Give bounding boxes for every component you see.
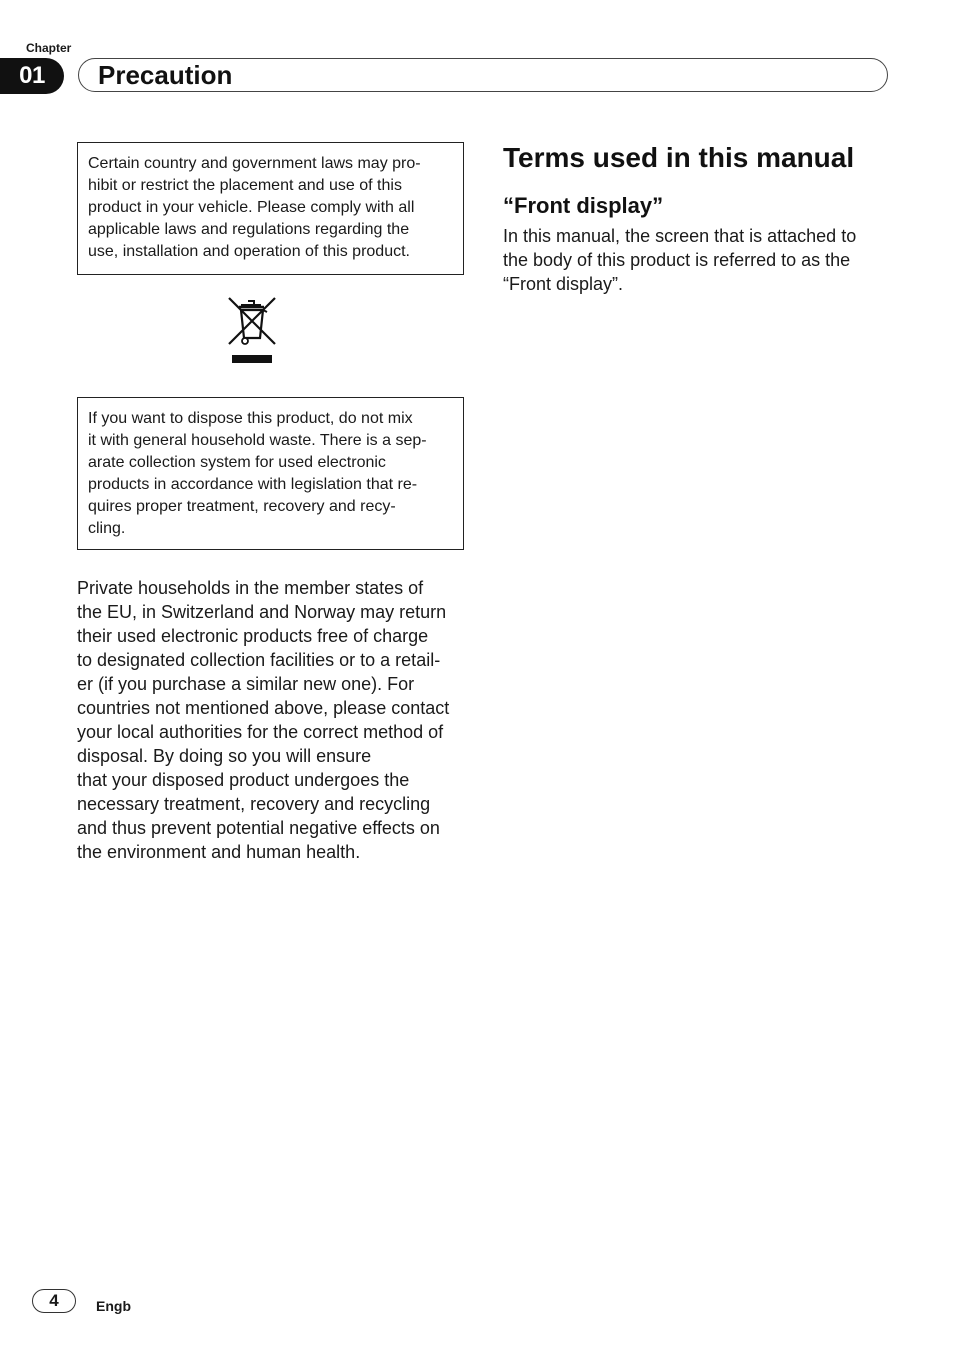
chapter-number-tab: 01: [0, 58, 64, 94]
disposal-notice-box: [77, 397, 464, 550]
law-notice-text: Certain country and government laws may pro- hibit or restrict the placement and use of this product in your vehicle. Please comply with all applicable laws and regulations regarding the use, installation and operation of this product.: [88, 155, 421, 260]
front-display-paragraph: In this manual, the screen that is attached to the body of this product is referred to as the “Front display”.: [503, 226, 857, 294]
terms-section: [503, 140, 893, 296]
section-title-bar: [78, 58, 888, 92]
chapter-label: Chapter: [26, 41, 72, 55]
section-title: Precaution: [98, 60, 233, 90]
terms-heading: Terms used in this manual: [503, 142, 855, 173]
disposal-notice-text: If you want to dispose this product, do not mix it with general household waste. There is a sep- arate collection system for used electronic products in accordance with legislation that re- quires proper treatment, recovery and recy- cling.: [88, 410, 427, 537]
disposal-paragraph: [77, 576, 467, 864]
language-code: Engb: [96, 1298, 131, 1314]
disposal-paragraph-text: Private households in the member states of the EU, in Switzerland and Norway may return their used electronic products free of charge to designated collection facilities or to a retail- er (if you purchase a similar new one). For countries not mentioned above, please contact your local authorities for the correct method of disposal. By doing so you will ensure that your disposed product undergoes the necessary treatment, recovery and recycling and thus prevent potential negative effects on the environment and human health.: [77, 578, 450, 862]
page-number: 4: [32, 1289, 76, 1313]
law-notice-box: [77, 142, 464, 275]
crossed-out-wheelie-bin-icon: [226, 296, 278, 366]
front-display-subheading: “Front display”: [503, 193, 664, 218]
